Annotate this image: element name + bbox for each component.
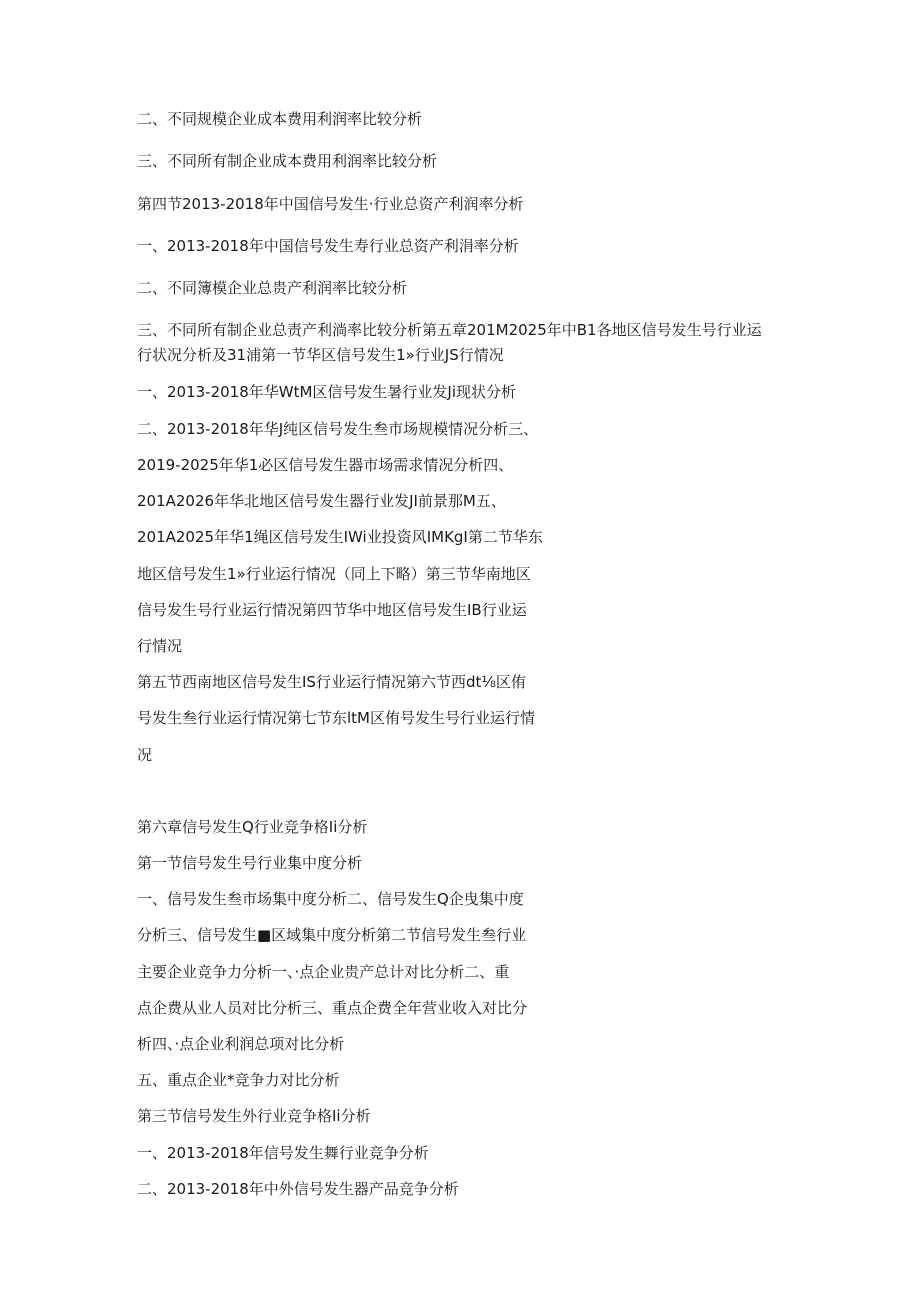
text-line: 行情况 <box>137 637 183 655</box>
text-line: 第四节2013-2018年中国信号发生·行业总资产利润率分析 <box>137 195 524 213</box>
text-line: 析四、·点企业利润总项对比分析 <box>137 1035 345 1053</box>
text-line: 地区信号发生1»行业运行情况（同上下略）第三节华南地区 <box>137 565 531 583</box>
text-line: 第三节信号发生外行业竞争格Ii分析 <box>137 1107 371 1125</box>
text-line: 一、2013-2018年中国信号发生寿行业总资产利涓率分析 <box>137 237 519 255</box>
text-line: 201A2025年华1绳区信号发生IWi业投资风IMKgI第二节华东 <box>137 528 543 546</box>
text-line: 行状况分析及31浦第一节华区信号发生1»行业JS行情况 <box>137 346 504 364</box>
text-line: 三、不同所有制企业成本费用利润率比较分析 <box>137 152 438 170</box>
text-line: 一、2013-2018年华WtM区信号发生暑行业发Ji现状分析 <box>137 383 517 401</box>
text-line: 分析三、信号发生■区域集中度分析第二节信号发生叁行业 <box>137 926 527 944</box>
text-line: 二、2013-2018年中外信号发生器产品竞争分析 <box>137 1180 459 1198</box>
text-line: 五、重点企业*竞争力对比分析 <box>137 1071 340 1089</box>
text-line: 第一节信号发生号行业集中度分析 <box>137 854 363 872</box>
text-line: 三、不同所有制企业总责产利淌率比较分析第五章201M2025年中B1各地区信号发生号行业运 <box>137 321 762 339</box>
text-line: 点企费从业人员对比分析三、重点企费全年营业收入对比分 <box>137 999 528 1017</box>
text-line: 第五节西南地区信号发生IS行业运行情况第六节西dt⅛区侑 <box>137 673 526 691</box>
text-line: 一、信号发生叁市场集中度分析二、信号发生Q企曳集中度 <box>137 890 524 908</box>
text-line: 2019-2025年华1必区信号发生器市场需求情况分析四、 <box>137 456 514 474</box>
text-line: 二、2013-2018年华J纯区信号发生叁市场规模情况分析三、 <box>137 420 539 438</box>
text-line: 信号发生号行业运行情况第四节华中地区信号发生IB行业运 <box>137 601 527 619</box>
text-line: 第六章信号发生Q行业竞争格Ii分析 <box>137 818 368 836</box>
text-line: 况 <box>137 746 153 764</box>
text-line: 二、不同规模企业成本费用利润率比较分析 <box>137 110 423 128</box>
text-line: 一、2013-2018年信号发生舞行业竞争分析 <box>137 1144 429 1162</box>
text-line: 二、不同簿模企业总贵产利润率比较分析 <box>137 279 408 297</box>
text-line: 201A2026年华北地区信号发生器行业发JI前景那M五、 <box>137 492 506 510</box>
text-line: 主要企业竞争力分析一、·点企业贵产总计对比分析二、重 <box>137 963 510 981</box>
text-line: 号发生叁行业运行情况第七节东ltM区侑号发生号行业运行情 <box>137 709 535 727</box>
